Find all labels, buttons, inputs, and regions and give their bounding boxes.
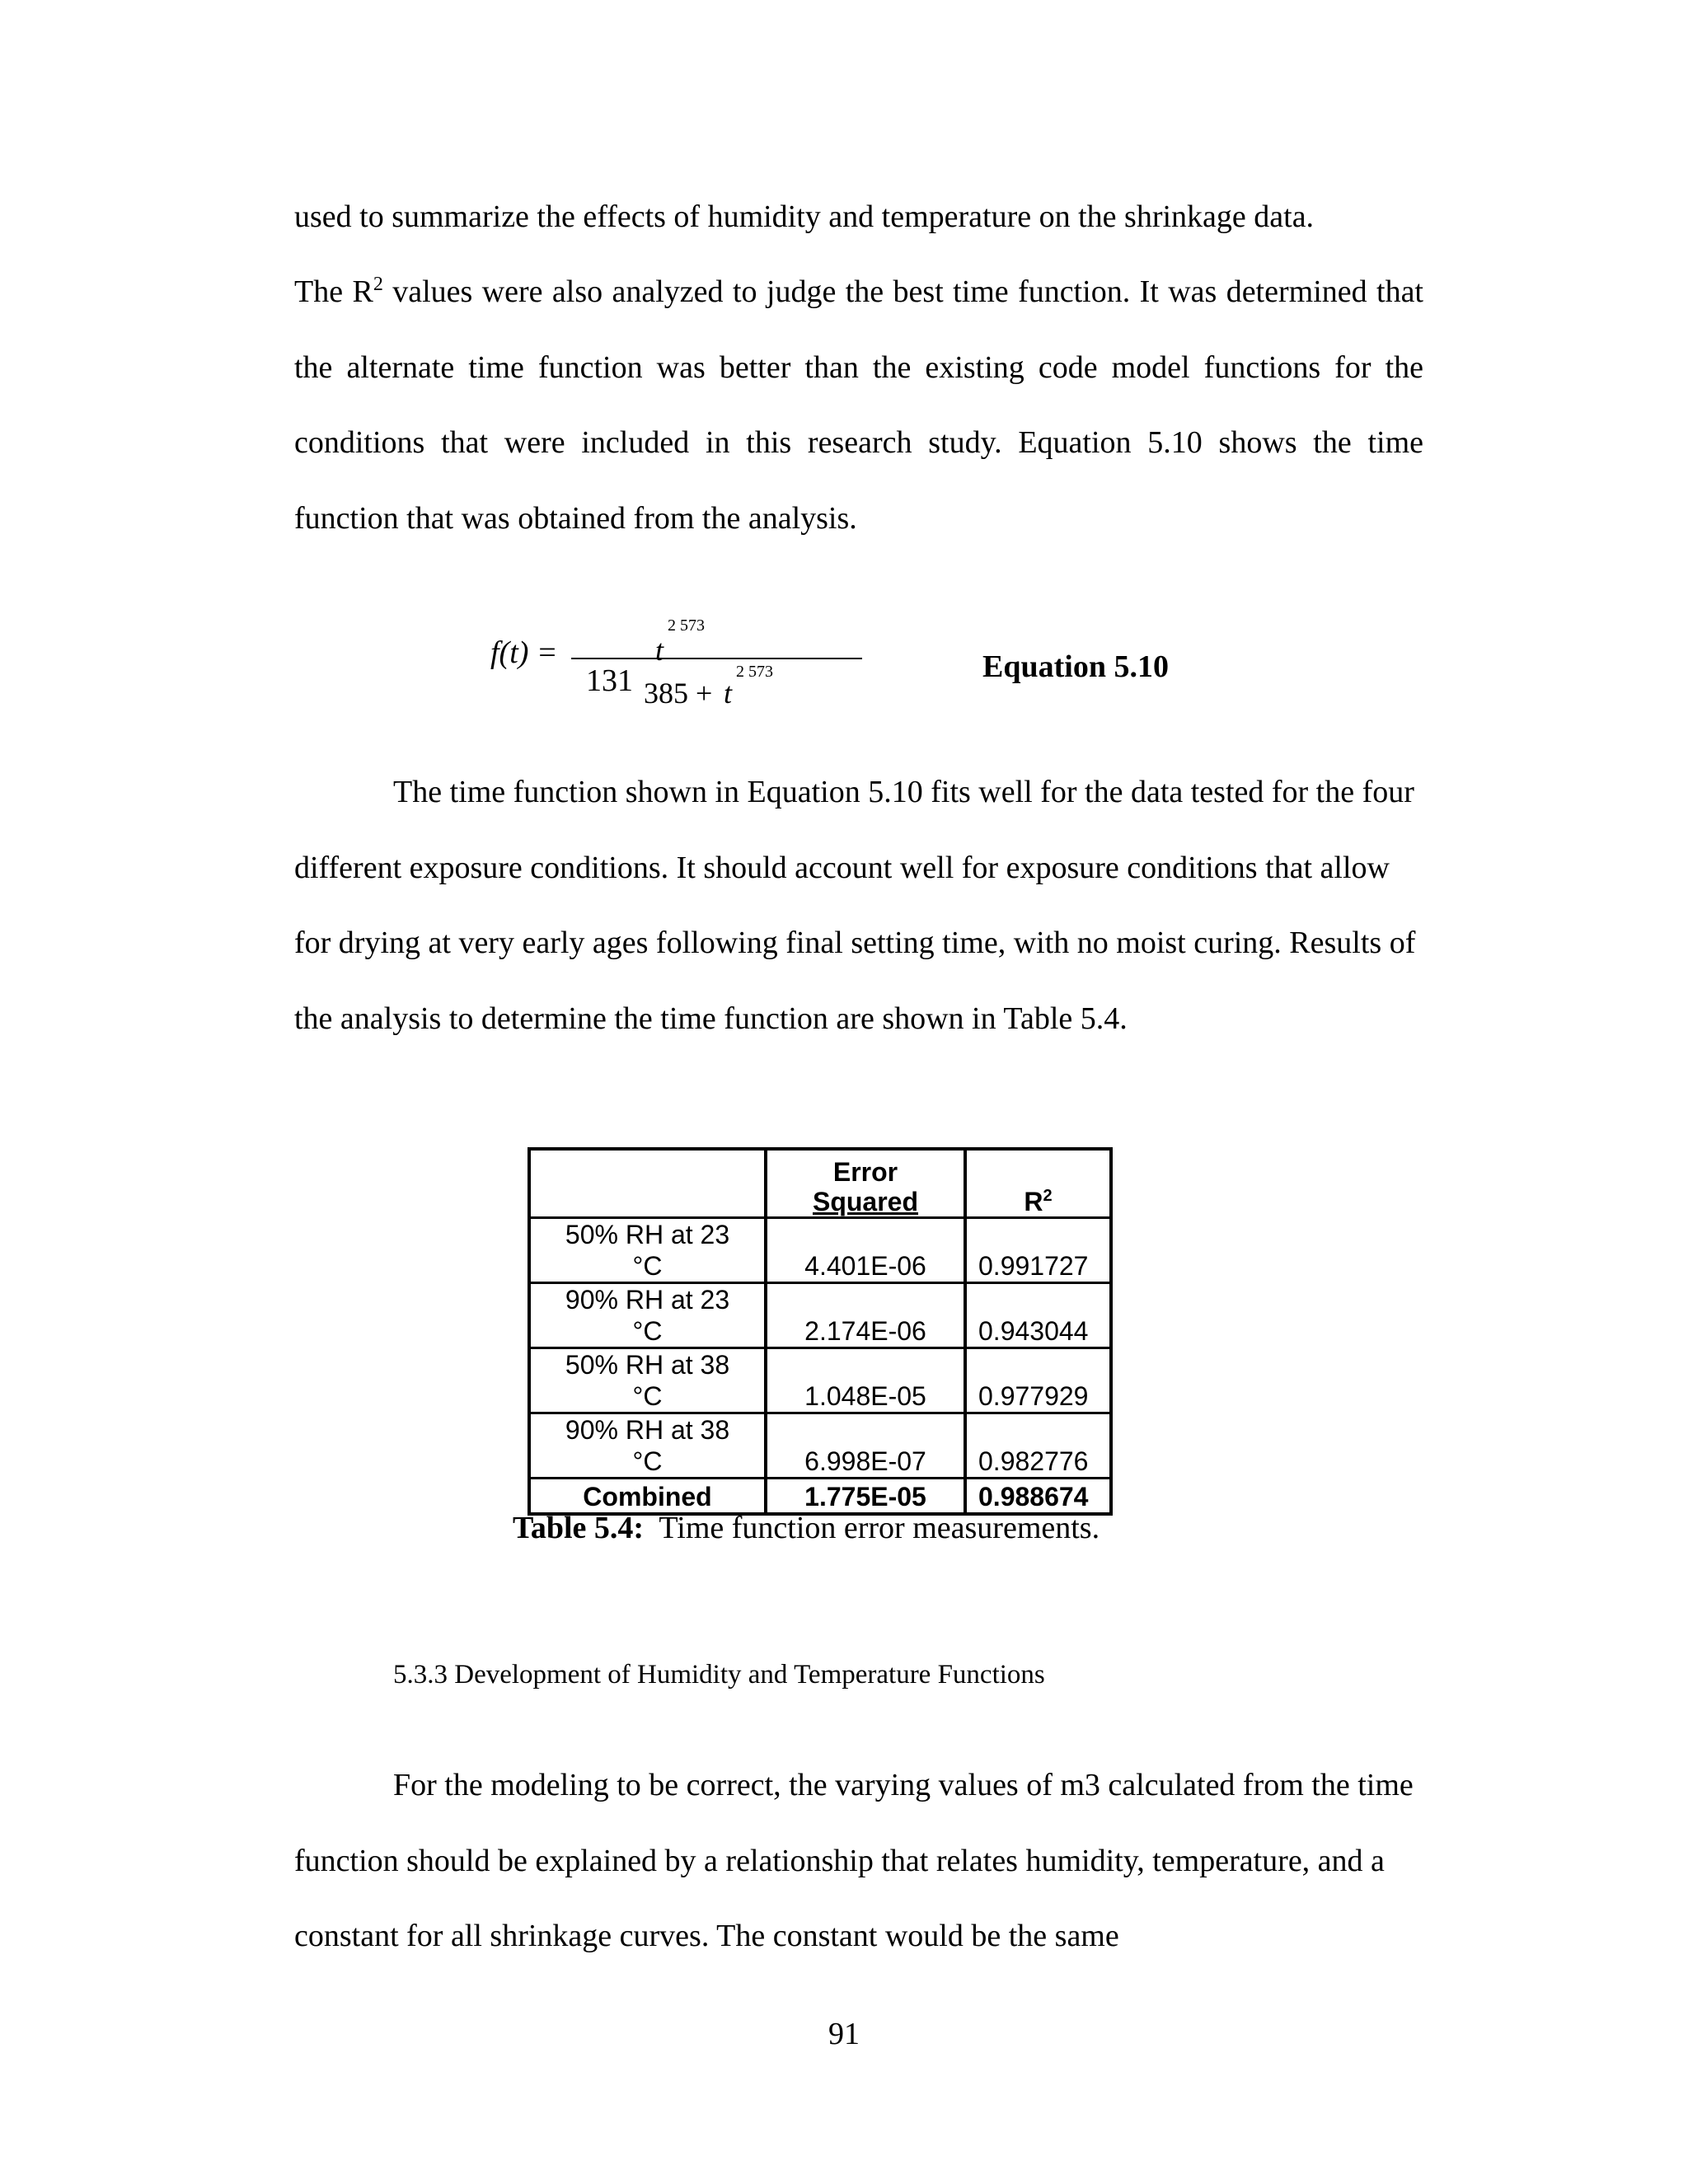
table-row bbox=[529, 1348, 1111, 1413]
paragraph-time-function bbox=[294, 755, 1423, 1057]
table-cell-r2: 0.943044 bbox=[965, 1283, 1111, 1348]
table-cell-condition-line1: 50% RH at 23 bbox=[565, 1220, 730, 1249]
table-cell-condition-line2: °C bbox=[632, 1316, 663, 1346]
table-cell-total-label: Combined bbox=[529, 1479, 766, 1515]
table-cell-r2: 0.982776 bbox=[965, 1413, 1111, 1479]
table-cell-r2: 0.991727 bbox=[965, 1218, 1111, 1283]
table-header-r2-base: R bbox=[1024, 1187, 1043, 1216]
table-caption-text: Time function error measurements. bbox=[644, 1511, 1100, 1545]
equation-numerator-exponent: 2 573 bbox=[668, 616, 705, 635]
paragraph-intro-text: used to summarize the effects of humidity and temperature on the shrinkage data. bbox=[294, 199, 1315, 234]
table-header-r2 bbox=[965, 1149, 1111, 1218]
table-header-error-squared bbox=[766, 1149, 965, 1218]
table-header-row bbox=[529, 1149, 1111, 1218]
table-cell-error: 4.401E-06 bbox=[766, 1218, 965, 1283]
table-cell-condition-line2: °C bbox=[632, 1381, 663, 1411]
table-cell-condition bbox=[529, 1348, 766, 1413]
table-cell-condition-line2: °C bbox=[632, 1446, 663, 1476]
equation-denominator-constant-1: 131 bbox=[586, 663, 633, 698]
table-header-empty bbox=[529, 1149, 766, 1218]
paragraph-r2-sup: 2 bbox=[373, 274, 383, 295]
equation-5-10 bbox=[490, 610, 804, 725]
equation-lhs: f(t) = bbox=[490, 635, 558, 670]
table-cell-error: 1.048E-05 bbox=[766, 1348, 965, 1413]
equation-numerator-variable: t bbox=[655, 634, 664, 667]
table-cell-condition-line2: °C bbox=[632, 1251, 663, 1281]
table-cell-condition bbox=[529, 1218, 766, 1283]
paragraph-r2-pre: The R bbox=[294, 274, 373, 309]
table-cell-error: 2.174E-06 bbox=[766, 1283, 965, 1348]
table-header-r2-sup: 2 bbox=[1043, 1187, 1053, 1205]
table-cell-condition-line1: 90% RH at 23 bbox=[565, 1285, 730, 1315]
paragraph-modeling-text: For the modeling to be correct, the varying values of m3 calculated from the time function should be explained by a relationship that relates humidity, temperature, and a constant for all shrinkage curves. The constant would be the same bbox=[294, 1768, 1414, 1953]
table-cell-r2: 0.977929 bbox=[965, 1348, 1111, 1413]
table-row bbox=[529, 1218, 1111, 1283]
paragraph-r2 bbox=[294, 255, 1423, 556]
equation-denominator-constant-2: 385 + bbox=[644, 677, 713, 710]
equation-denominator-exponent: 2 573 bbox=[736, 663, 773, 681]
table-cell-condition bbox=[529, 1283, 766, 1348]
table-caption-label: Table 5.4: bbox=[513, 1511, 645, 1545]
table-row bbox=[529, 1413, 1111, 1479]
table-cell-total-r2: 0.988674 bbox=[965, 1479, 1111, 1515]
table-cell-condition-line1: 90% RH at 38 bbox=[565, 1415, 730, 1445]
table-cell-condition-line1: 50% RH at 38 bbox=[565, 1350, 730, 1380]
paragraph-intro bbox=[294, 180, 1423, 255]
table-header-error-line2: Squared bbox=[812, 1187, 919, 1216]
table-caption bbox=[513, 1510, 1100, 1546]
paragraph-time-function-text: The time function shown in Equation 5.10 fits well for the data tested for the four different exposure conditions. It should account well for exposure conditions that allow for drying at very early ages following final setting time, with no moist curing. Results of the analysis to determine the time function are shown in Table 5.4. bbox=[294, 775, 1416, 1036]
table-cell-condition bbox=[529, 1413, 766, 1479]
page-number: 91 bbox=[828, 2017, 860, 2051]
equation-denominator-variable: t bbox=[724, 677, 733, 710]
table-total-row bbox=[529, 1479, 1111, 1515]
paragraph-r2-post: values were also analyzed to judge the best time function. It was determined that the alternate time function was better than the existing code model functions for the conditions that were included in this research study. Equation 5.10 shows the time function that was obtained from the analysis. bbox=[294, 274, 1423, 536]
equation-label: Equation 5.10 bbox=[982, 649, 1169, 684]
table-row bbox=[529, 1283, 1111, 1348]
paragraph-modeling bbox=[294, 1748, 1423, 1975]
equation-fraction-bar bbox=[571, 658, 862, 659]
section-heading: 5.3.3 Development of Humidity and Temperature Functions bbox=[393, 1660, 1045, 1690]
table-header-error-line1: Error bbox=[832, 1157, 898, 1187]
table-cell-error: 6.998E-07 bbox=[766, 1413, 965, 1479]
time-function-error-table bbox=[528, 1147, 1113, 1516]
table-cell-total-error: 1.775E-05 bbox=[766, 1479, 965, 1515]
